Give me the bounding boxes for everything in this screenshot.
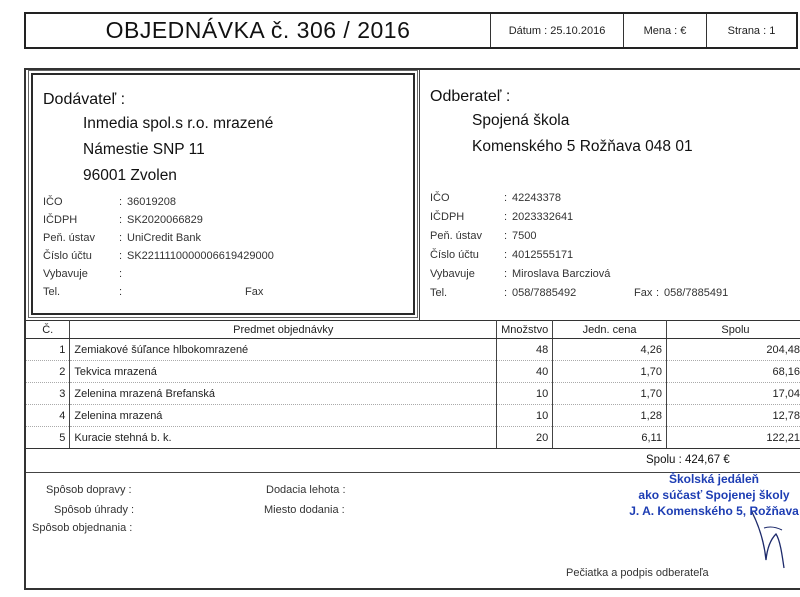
row-total: 204,48	[666, 339, 800, 361]
customer-icdph-value: 2023332641	[512, 211, 574, 223]
supplier-box	[31, 73, 415, 315]
row-quantity: 10	[497, 405, 553, 427]
col-header-total: Spolu	[666, 321, 800, 339]
supplier-ico-label: IČO	[43, 196, 63, 208]
row-item-name: Kuracie stehná b. k.	[70, 427, 497, 449]
customer-handler-sep: :	[504, 268, 508, 280]
document-title: OBJEDNÁVKA č. 306 / 2016	[26, 14, 491, 47]
supplier-icdph-label: IČDPH	[43, 214, 78, 226]
customer-handler-label: Vybavuje	[430, 268, 475, 280]
row-index: 4	[26, 405, 70, 427]
customer-box	[419, 70, 800, 320]
customer-account-sep: :	[504, 249, 508, 261]
row-index: 5	[26, 427, 70, 449]
customer-tel-sep: :	[504, 287, 508, 299]
col-header-item: Predmet objednávky	[70, 321, 497, 339]
table-row	[26, 361, 800, 383]
supplier-fax-label: Fax	[245, 286, 264, 298]
items-header-row	[26, 321, 800, 339]
row-quantity: 20	[497, 427, 553, 449]
document-body	[24, 68, 800, 590]
supplier-street: Námestie SNP 11	[83, 141, 205, 158]
col-header-index: Č.	[26, 321, 70, 339]
customer-bank-label: Peň. ústav	[430, 230, 482, 242]
stamp-line: Školská jedáleň	[668, 472, 760, 486]
row-unit-price: 1,70	[553, 361, 667, 383]
supplier-name: Inmedia spol.s r.o. mrazené	[83, 115, 274, 132]
customer-address: Komenského 5 Rožňava 048 01	[472, 138, 693, 155]
row-quantity: 48	[497, 339, 553, 361]
customer-icdph-sep: :	[504, 211, 508, 223]
supplier-city: 96001 Zvolen	[83, 167, 177, 184]
table-row	[26, 427, 800, 449]
table-row	[26, 383, 800, 405]
order-method-label: Spôsob objednania :	[32, 522, 133, 534]
customer-account-value: 4012555171	[512, 249, 574, 261]
customer-bank-value: 7500	[512, 230, 537, 242]
row-index: 3	[26, 383, 70, 405]
document-header	[24, 12, 798, 49]
customer-ico-sep: :	[504, 192, 508, 204]
supplier-tel-label: Tel.	[43, 286, 61, 298]
customer-heading: Odberateľ :	[430, 88, 511, 105]
row-unit-price: 1,70	[553, 383, 667, 405]
table-row	[26, 339, 800, 361]
order-total: Spolu : 424,67 €	[646, 454, 730, 466]
row-unit-price: 1,28	[553, 405, 667, 427]
supplier-handler-label: Vybavuje	[43, 268, 88, 280]
stamp-line: J. A. Komenského 5, Rožňava	[629, 504, 799, 518]
payment-label: Spôsob úhrady :	[54, 504, 135, 516]
supplier-icdph-value: SK2020066829	[127, 214, 203, 226]
row-total: 68,16	[666, 361, 800, 383]
signature-caption: Pečiatka a podpis odberateľa	[566, 567, 709, 579]
delivery-date-label: Dodacia lehota :	[266, 484, 346, 496]
customer-bank-sep: :	[504, 230, 508, 242]
signature-icon	[746, 510, 800, 570]
row-item-name: Zelenina mrazená Brefanská	[70, 383, 497, 405]
customer-ico-label: IČO	[430, 192, 450, 204]
supplier-heading: Dodávateľ :	[43, 91, 126, 108]
stamp-line: ako súčasť Spojenej školy	[638, 488, 790, 502]
customer-name: Spojená škola	[472, 112, 570, 129]
supplier-ico-value: 36019208	[127, 196, 176, 208]
table-row	[26, 405, 800, 427]
supplier-handler-sep: :	[119, 268, 123, 280]
delivery-place-label: Miesto dodania :	[264, 504, 345, 516]
row-total: 12,78	[666, 405, 800, 427]
supplier-tel-sep: :	[119, 286, 123, 298]
customer-fax-sep: :	[656, 287, 660, 299]
row-quantity: 10	[497, 383, 553, 405]
row-unit-price: 6,11	[553, 427, 667, 449]
supplier-account-value: SK2211110000006619429000	[127, 250, 274, 262]
row-total: 122,21	[666, 427, 800, 449]
row-item-name: Zemiakové šúľance hlbokomrazené	[70, 339, 497, 361]
row-quantity: 40	[497, 361, 553, 383]
row-item-name: Tekvica mrazená	[70, 361, 497, 383]
supplier-ico-sep: :	[119, 196, 123, 208]
supplier-bank-sep: :	[119, 232, 123, 244]
customer-account-label: Číslo účtu	[430, 249, 479, 261]
supplier-bank-label: Peň. ústav	[43, 232, 95, 244]
transport-label: Spôsob dopravy :	[46, 484, 132, 496]
customer-ico-value: 42243378	[512, 192, 561, 204]
col-header-unit-price: Jedn. cena	[553, 321, 667, 339]
customer-fax-value: 058/7885491	[664, 287, 729, 299]
customer-tel-label: Tel.	[430, 287, 448, 299]
supplier-icdph-sep: :	[119, 214, 123, 226]
row-unit-price: 4,26	[553, 339, 667, 361]
row-index: 2	[26, 361, 70, 383]
row-item-name: Zelenina mrazená	[70, 405, 497, 427]
supplier-bank-value: UniCredit Bank	[127, 232, 201, 244]
customer-handler-value: Miroslava Barcziová	[512, 268, 611, 280]
supplier-account-sep: :	[119, 250, 123, 262]
col-header-quantity: Množstvo	[497, 321, 553, 339]
row-total: 17,04	[666, 383, 800, 405]
row-index: 1	[26, 339, 70, 361]
order-date: Dátum : 25.10.2016	[491, 14, 624, 47]
customer-icdph-label: IČDPH	[430, 211, 465, 223]
page-number: Strana : 1	[727, 24, 776, 37]
customer-tel-value: 058/7885492	[512, 287, 577, 299]
supplier-account-label: Číslo účtu	[43, 250, 92, 262]
items-table	[26, 320, 800, 449]
customer-fax-label: Fax	[634, 287, 653, 299]
currency: Mena : €	[624, 14, 707, 47]
